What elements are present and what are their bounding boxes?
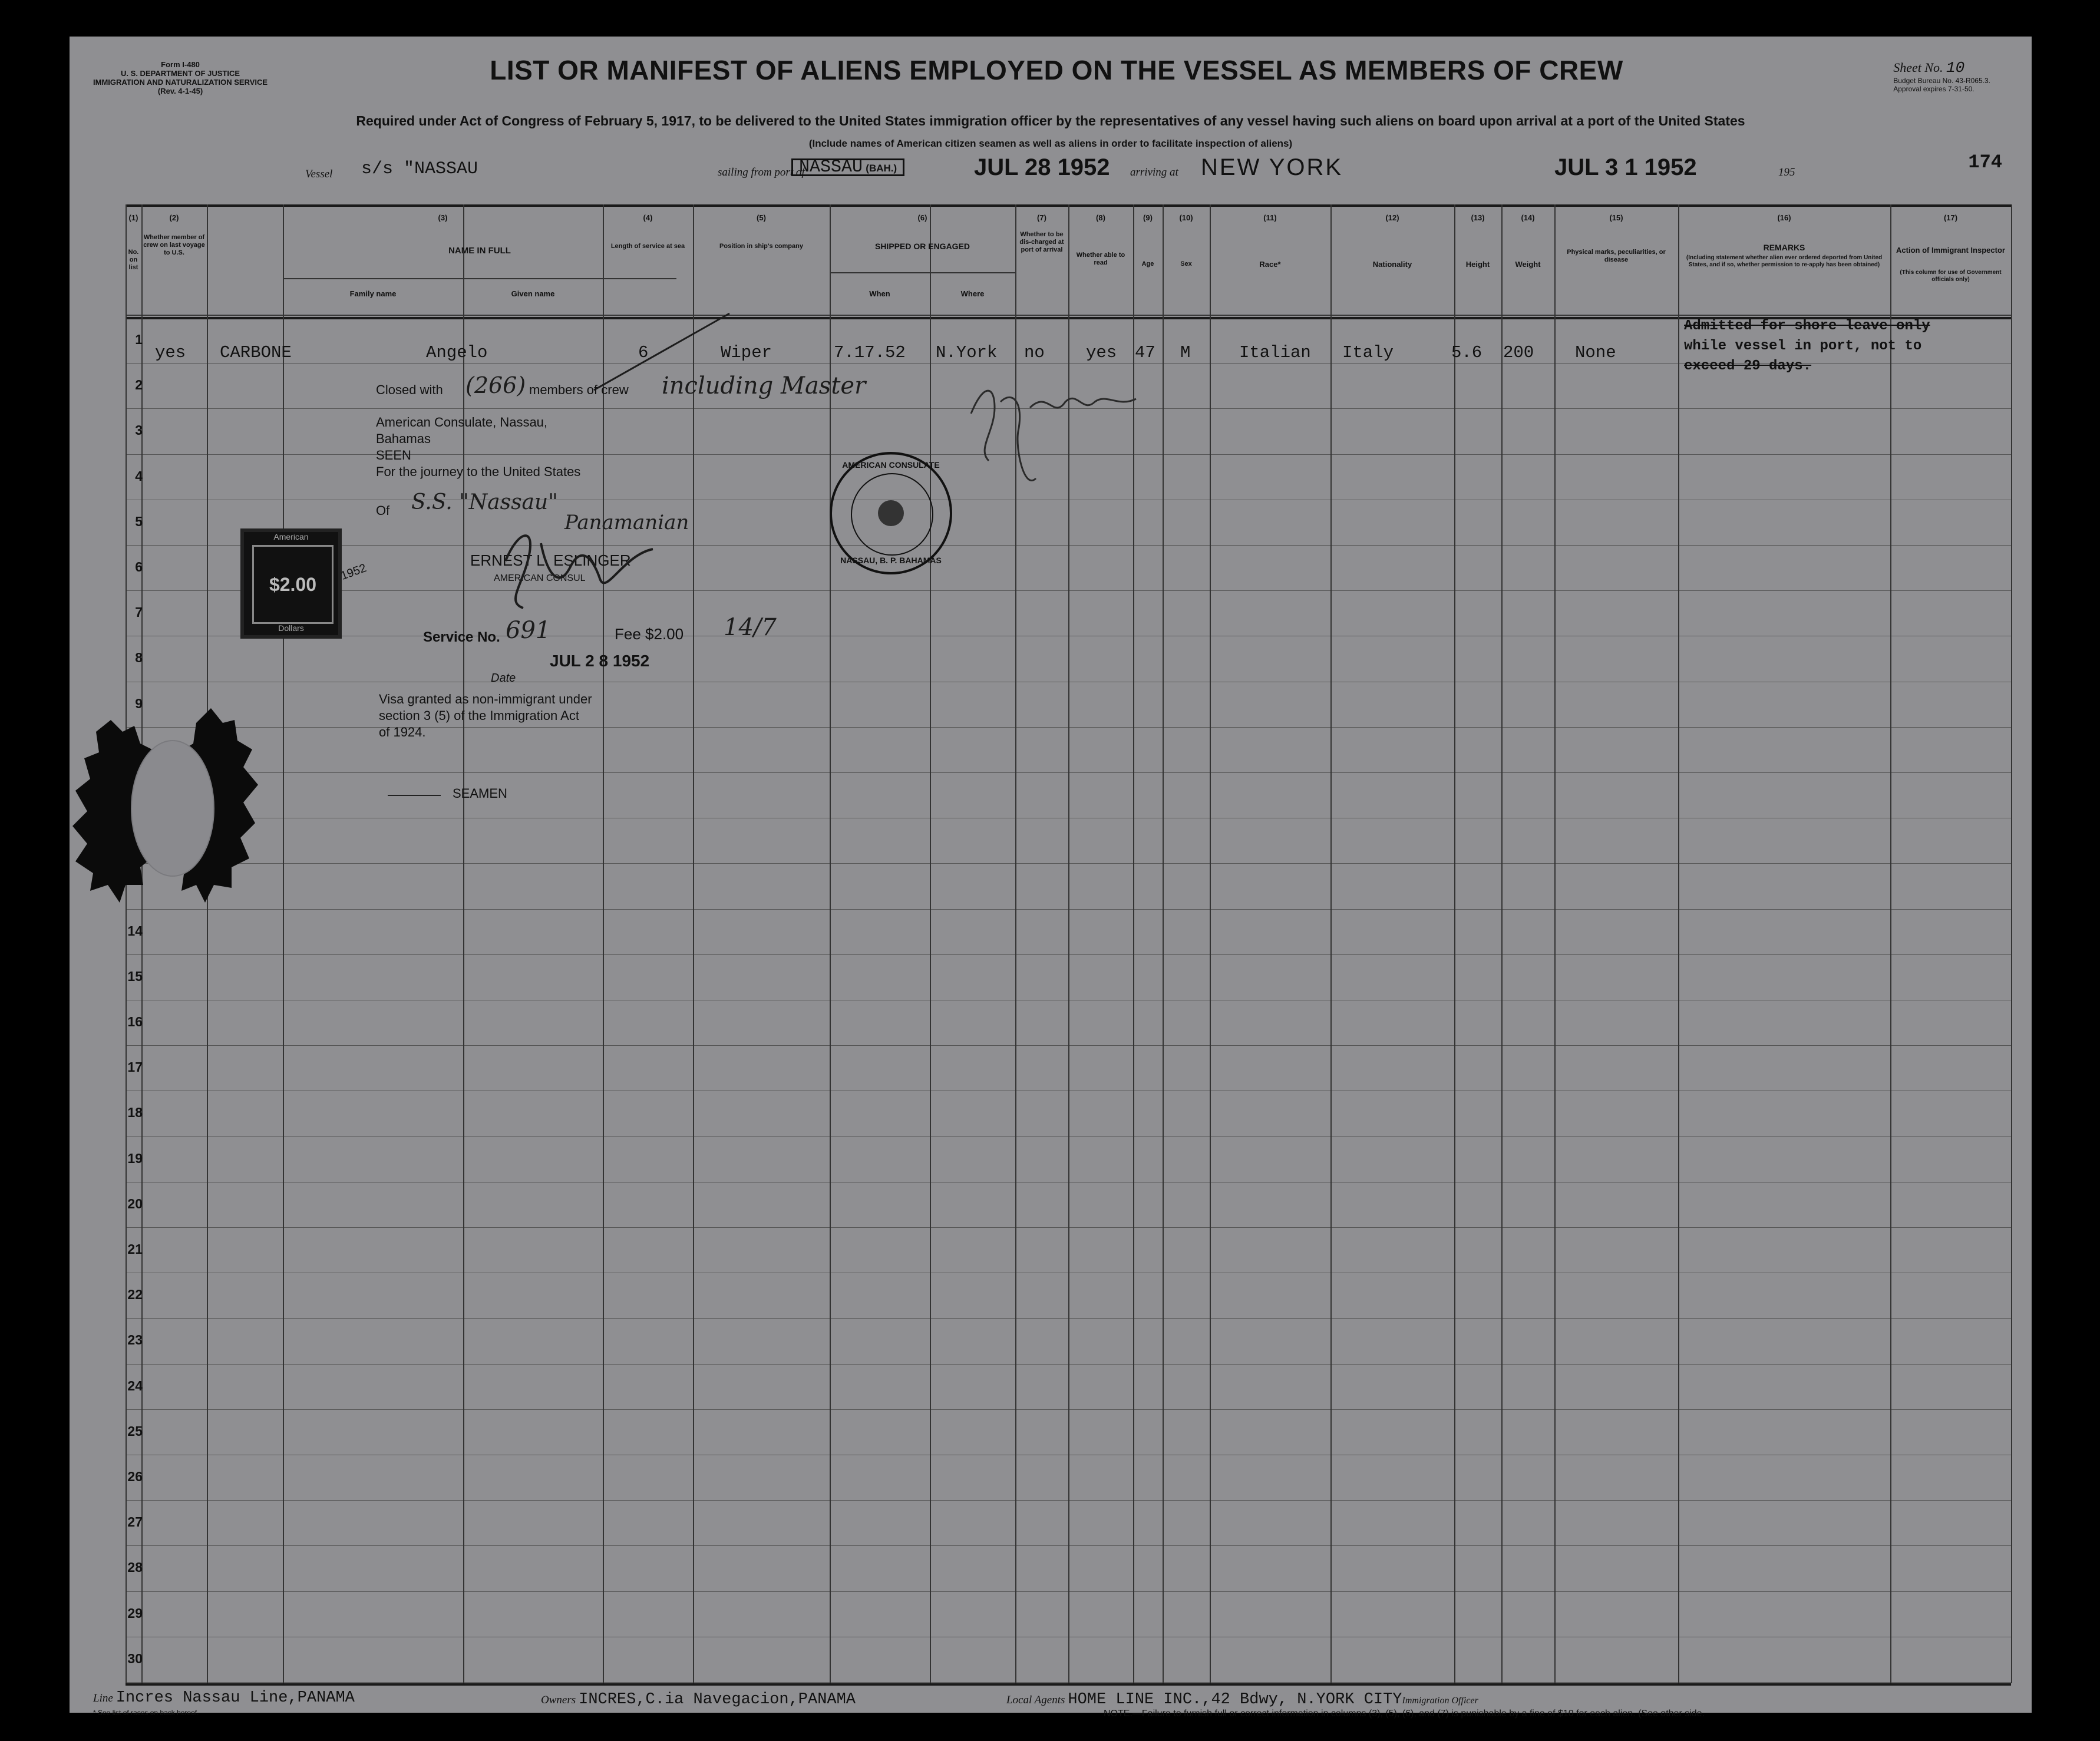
- col-head-race: Race*: [1259, 260, 1281, 269]
- cell-age: 47: [1135, 343, 1155, 362]
- column-divider: [207, 204, 208, 1683]
- row-number: 3: [135, 422, 143, 438]
- departure-port-suffix: (BAH.): [866, 163, 897, 174]
- col-head-shipped-when: When: [869, 289, 890, 298]
- row-number: 22: [127, 1287, 143, 1302]
- sheet-number: 10: [1946, 59, 1965, 77]
- seamen-label: SEAMEN: [453, 786, 507, 801]
- grid-bottom-rule: [126, 1683, 2011, 1686]
- col-head-remarks: REMARKS: [1763, 243, 1805, 252]
- col-head-inspector-action: Action of Immigrant Inspector: [1896, 246, 2005, 255]
- remarks-line-2: while vessel in port, not to: [1684, 338, 1922, 354]
- revenue-stamp-year: 1952: [339, 561, 368, 583]
- arrival-port: NEW YORK: [1201, 154, 1343, 180]
- row-number: 29: [127, 1605, 143, 1621]
- row-number: 20: [127, 1196, 143, 1211]
- col-num-17: (17): [1943, 213, 1958, 222]
- col-num-5: (5): [757, 213, 766, 222]
- including-master: including Master: [662, 372, 866, 399]
- col-head-no-on-list: No. on list: [128, 249, 139, 271]
- races-note: * See list of races on back hereof.: [93, 1709, 199, 1717]
- arriving-label: arriving at: [1130, 166, 1178, 179]
- row-number: 19: [127, 1151, 143, 1166]
- col-head-shipped-where: Where: [960, 289, 985, 298]
- seen-line: SEEN: [376, 448, 411, 462]
- cell-able-to-read: yes: [1086, 343, 1117, 362]
- row-number: 21: [127, 1241, 143, 1257]
- seal-bottom-text: NASSAU, B. P. BAHAMAS: [840, 556, 942, 565]
- revenue-stamp: [240, 528, 342, 639]
- visa-line-2: section 3 (5) of the Immigration Act: [379, 708, 579, 723]
- col-num-6: (6): [917, 213, 927, 222]
- flag-note: Panamanian: [564, 511, 689, 534]
- cell-position: Wiper: [721, 343, 772, 362]
- cell-family-name: CARBONE: [220, 343, 292, 362]
- col-num-9: (9): [1143, 213, 1153, 222]
- penalty-note: NOTE.—Failure to furnish full or correct information in columns (3), (5), (6), and (7) is punishable by a fine of $10 for each alien. (See other side.: [1104, 1709, 1705, 1719]
- column-divider: [930, 204, 931, 1683]
- seamen-rule: [388, 795, 441, 796]
- col-head-age: Age: [1141, 260, 1154, 267]
- budget-bureau: Budget Bureau No. 43-R065.3.: [1893, 77, 1990, 85]
- footer-owners: [541, 1691, 856, 1709]
- footer-agents: [1006, 1691, 1478, 1709]
- cell-discharged: no: [1024, 343, 1045, 362]
- name-subheader-rule: [283, 278, 676, 279]
- closed-with-label: Closed with: [376, 382, 443, 397]
- sheet-label: Sheet No.: [1893, 60, 1943, 75]
- col-num-14: (14): [1521, 213, 1535, 222]
- col-num-15: (15): [1609, 213, 1623, 222]
- row-number: 4: [135, 468, 143, 484]
- col-head-sex: Sex: [1180, 260, 1192, 267]
- handwritten-initials: [959, 366, 1148, 502]
- fee-value: 14/7: [724, 614, 777, 641]
- owners-value: INCRES,C.ia Navegacion,PANAMA: [579, 1691, 856, 1709]
- col-num-16: (16): [1777, 213, 1791, 222]
- shipped-subheader-rule: [830, 272, 1015, 273]
- year-suffix: 195: [1778, 166, 1795, 179]
- row-number: 28: [127, 1560, 143, 1575]
- row-number: 30: [127, 1651, 143, 1666]
- of-vessel: S.S. "Nassau": [411, 490, 558, 514]
- cell-weight: 200: [1503, 343, 1534, 362]
- approval-expiry: Approval expires 7-31-50.: [1893, 85, 1974, 93]
- col-num-8: (8): [1096, 213, 1105, 222]
- revenue-stamp-bottom: Dollars: [278, 623, 304, 633]
- column-divider: [283, 204, 284, 1683]
- footer-line: [93, 1689, 355, 1707]
- row-number: 15: [127, 969, 143, 984]
- row-number: 8: [135, 650, 143, 665]
- of-label: Of: [376, 503, 390, 518]
- col-head-length-of-service: Length of service at sea: [610, 243, 685, 250]
- immigration-officer-label: Immigration Officer: [1402, 1696, 1478, 1706]
- sailing-label: sailing from port of: [718, 166, 805, 179]
- col-num-7: (7): [1037, 213, 1046, 222]
- requirement-text: Required under Act of Congress of February 5, 1917, to be delivered to the United States immigration officer by the representatives of any vessel having such aliens on board upon arrival at a port of the United States: [356, 113, 1745, 128]
- cell-given-name: Angelo: [426, 343, 488, 362]
- revenue-stamp-value: $2.00: [252, 545, 334, 624]
- col-head-position: Position in ship's company: [719, 243, 803, 250]
- page-number: 174: [1968, 151, 2002, 173]
- consulate-line: American Consulate, Nassau,: [376, 415, 548, 430]
- arrival-date: JUL 3 1 1952: [1554, 154, 1697, 180]
- form-number: Form I-480: [161, 60, 200, 69]
- closed-with-suffix: members of crew: [529, 382, 629, 397]
- name-subheader-divider: [463, 278, 464, 317]
- service-no-value: 691: [506, 617, 551, 644]
- col-num-10: (10): [1179, 213, 1193, 222]
- eagle-emblem-icon: [878, 500, 904, 526]
- vessel-name: s/s "NASSAU: [361, 159, 478, 179]
- line-label: Line: [93, 1692, 113, 1704]
- cell-height: 5.6: [1451, 343, 1482, 362]
- vessel-label: Vessel: [305, 168, 333, 180]
- row-number: 17: [127, 1059, 143, 1075]
- row-number: 16: [127, 1014, 143, 1029]
- column-divider: [1330, 204, 1332, 1683]
- col-num-3: (3): [438, 213, 448, 222]
- agents-value: HOME LINE INC.,42 Bdwy, N.YORK CITY: [1068, 1691, 1402, 1709]
- column-divider: [1501, 204, 1503, 1683]
- agents-label: Local Agents: [1006, 1694, 1065, 1706]
- row-number: 1: [135, 332, 143, 347]
- cell-last-voyage: yes: [155, 343, 186, 362]
- departure-port-stamp: [791, 157, 904, 177]
- col-head-discharged: Whether to be dis-charged at port of arrival: [1019, 231, 1064, 253]
- column-divider: [1890, 204, 1891, 1683]
- col-head-nationality: Nationality: [1372, 260, 1412, 269]
- consul-signature: [482, 520, 665, 614]
- col-num-1: (1): [128, 213, 138, 222]
- departure-port: NASSAU: [799, 157, 863, 177]
- form-header: [93, 60, 268, 95]
- service-name: IMMIGRATION AND NATURALIZATION SERVICE: [93, 78, 268, 87]
- col-head-family-name: Family name: [349, 289, 397, 298]
- cell-shipped-where: N.York: [936, 343, 998, 362]
- row-number: 27: [127, 1514, 143, 1529]
- agency-name: U. S. DEPARTMENT OF JUSTICE: [121, 69, 240, 78]
- visa-line-3: of 1924.: [379, 725, 426, 739]
- row-number: 26: [127, 1469, 143, 1484]
- seal-top-text: AMERICAN CONSULATE: [842, 460, 940, 470]
- col-head-last-voyage: Whether member of crew on last voyage to U.S.: [143, 234, 205, 256]
- sailing-date: JUL 28 1952: [974, 154, 1110, 180]
- owners-label: Owners: [541, 1694, 576, 1706]
- closed-count: (266): [465, 372, 526, 398]
- column-divider: [693, 204, 694, 1683]
- sheet-number-block: [1893, 59, 1990, 93]
- row-number: 6: [135, 559, 143, 574]
- column-divider: [2011, 204, 2012, 1683]
- col-head-given-name: Given name: [511, 289, 555, 298]
- date-label: Date: [491, 672, 516, 685]
- form-revision: (Rev. 4-1-45): [157, 87, 203, 95]
- row-number: 18: [127, 1105, 143, 1120]
- col-head-physical-marks: Physical marks, peculiarities, or disease: [1567, 249, 1666, 263]
- row-number: 24: [127, 1378, 143, 1393]
- include-note: (Include names of American citizen seamen as well as aliens in order to facilitate inspection of aliens): [808, 138, 1293, 149]
- visa-line-1: Visa granted as non-immigrant under: [379, 692, 592, 706]
- col-head-name-in-full: NAME IN FULL: [448, 246, 511, 256]
- column-divider: [1554, 204, 1556, 1683]
- consulate-seal: [830, 452, 952, 574]
- revenue-stamp-top: American: [273, 532, 309, 541]
- row-number: 2: [135, 377, 143, 392]
- col-head-weight: Weight: [1515, 260, 1541, 269]
- row-number: 7: [135, 604, 143, 620]
- page-title: LIST OR MANIFEST OF ALIENS EMPLOYED ON THE VESSEL AS MEMBERS OF CREW: [490, 55, 1623, 85]
- col-num-13: (13): [1471, 213, 1485, 222]
- col-head-shipped-or-engaged: SHIPPED OR ENGAGED: [874, 242, 970, 251]
- consul-name: ERNEST L. ESLINGER: [470, 551, 631, 569]
- remarks-line-3: exceed 29 days.: [1684, 358, 1812, 374]
- row-number: 5: [135, 514, 143, 529]
- row-number: 14: [127, 923, 143, 939]
- col-head-inspector-note: (This column for use of Government officials only): [1900, 269, 2002, 283]
- col-num-12: (12): [1385, 213, 1399, 222]
- line-value: Incres Nassau Line,PANAMA: [115, 1689, 355, 1707]
- col-num-2: (2): [169, 213, 179, 222]
- journey-line: For the journey to the United States: [376, 464, 581, 479]
- cell-nationality: Italy: [1342, 343, 1394, 362]
- column-divider: [1678, 204, 1679, 1683]
- column-divider: [1210, 204, 1211, 1683]
- column-divider: [1163, 204, 1164, 1683]
- col-head-remarks-note: (Including statement whether alien ever ordered deported from United States, and if so, whether permission to re-apply has been obtained): [1686, 255, 1883, 268]
- remarks-line-1: Admitted for shore leave only: [1684, 318, 1930, 334]
- row-number: 23: [127, 1332, 143, 1347]
- manifest-page: [70, 37, 2032, 1719]
- fee-label: Fee $2.00: [615, 625, 684, 643]
- service-no-label: Service No.: [423, 629, 500, 645]
- bahamas-line: Bahamas: [376, 431, 431, 446]
- col-head-able-to-read: Whether able to read: [1076, 252, 1125, 266]
- cell-physical-marks: None: [1575, 343, 1616, 362]
- cell-race: Italian: [1239, 343, 1311, 362]
- column-divider: [603, 204, 604, 1683]
- consul-title: AMERICAN CONSUL: [494, 573, 586, 583]
- cell-remarks: [1684, 316, 1930, 376]
- cell-length-of-service: 6: [638, 343, 649, 362]
- row-number: 25: [127, 1423, 143, 1439]
- cell-sex: M: [1180, 343, 1191, 362]
- col-num-4: (4): [643, 213, 653, 222]
- black-seal-blots: [70, 708, 270, 932]
- cell-shipped-when: 7.17.52: [834, 343, 906, 362]
- row-number: 9: [135, 696, 143, 711]
- col-head-height: Height: [1465, 260, 1490, 269]
- column-divider: [830, 204, 831, 1683]
- date-value: JUL 2 8 1952: [550, 652, 650, 670]
- col-num-11: (11): [1263, 213, 1277, 222]
- column-divider: [1454, 204, 1455, 1683]
